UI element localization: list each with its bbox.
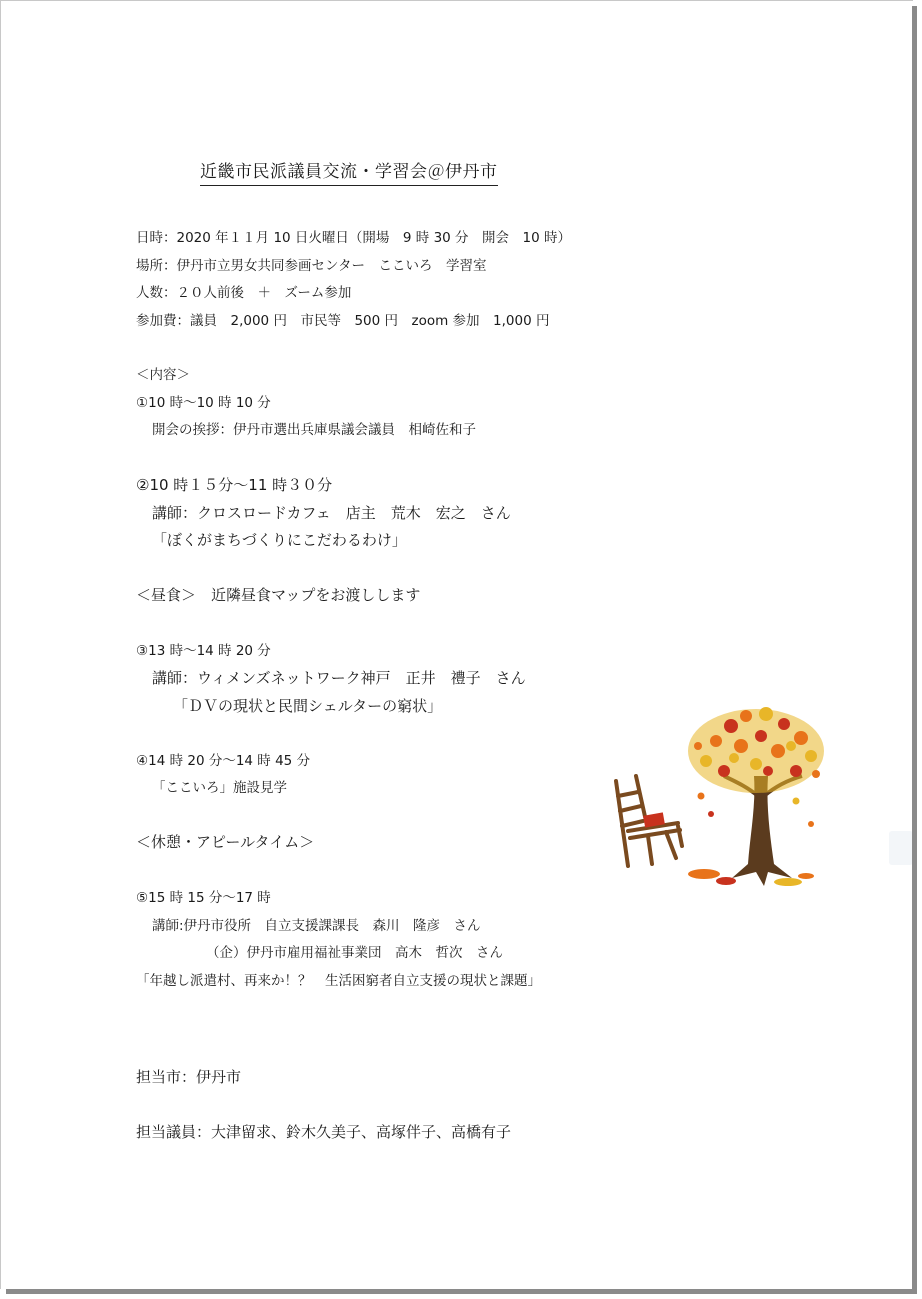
page-shadow-right [912,6,917,1294]
session-5-speaker-1: 講師:伊丹市役所 自立支援課課長 森川 隆彦 さん [152,918,481,934]
session-4-time: ④14 時 20 分～14 時 45 分 [136,753,311,769]
session-5-speaker-2: （企）伊丹市雇用福祉事業団 高木 哲次 さん [206,945,503,961]
tree-icon [688,707,824,886]
host-city: 担当市：伊丹市 [136,1068,242,1086]
page-shadow-bottom [6,1289,917,1294]
info-count: 人数：２０人前後 ＋ ズーム参加 [136,285,352,301]
info-place: 場所：伊丹市立男女共同参画センター ここいろ 学習室 [136,258,487,274]
session-2-speaker: 講師：クロスロードカフェ 店主 荒木 宏之 さん [152,504,511,522]
info-fee: 参加費：議員 2,000 円 市民等 500 円 zoom 参加 1,000 円 [136,313,550,329]
session-1-time: ①10 時～10 時 10 分 [136,395,271,411]
info-date: 日時：2020 年１１月 10 日火曜日（開場 9 時 30 分 開会 10 時） [136,230,572,246]
side-marker [889,831,913,865]
session-3-speaker: 講師：ウィメンズネットワーク神戸 正井 禮子 さん [152,669,526,687]
host-members: 担当議員：大津留求、鈴木久美子、高塚伴子、高橋有子 [136,1123,512,1141]
session-5-topic: 「年越し派遣村、再来か！？ 生活困窮者自立支援の現状と課題」 [136,973,541,989]
session-4-topic: 「ここいろ」施設見学 [152,780,287,796]
lunch-line: ＜昼食＞ 近隣昼食マップをお渡しします [136,586,421,604]
break-line: ＜休憩・アピールタイム＞ [136,833,315,851]
autumn-tree-chair-icon [606,696,826,901]
session-3-topic: 「ＤＶの現状と民間シェルターの窮状」 [173,697,443,715]
session-3-time: ③13 時～14 時 20 分 [136,643,271,659]
document-title: 近畿市民派議員交流・学習会＠伊丹市 [200,157,498,186]
contents-header: ＜内容＞ [136,367,190,383]
session-5-time: ⑤15 時 15 分～17 時 [136,890,271,906]
session-1-detail: 開会の挨拶：伊丹市選出兵庫県議会議員 相崎佐和子 [152,422,476,438]
session-2-time: ②10 時１５分～11 時３０分 [136,476,333,494]
session-2-topic: 「ぼくがまちづくりにこだわるわけ」 [152,531,407,549]
